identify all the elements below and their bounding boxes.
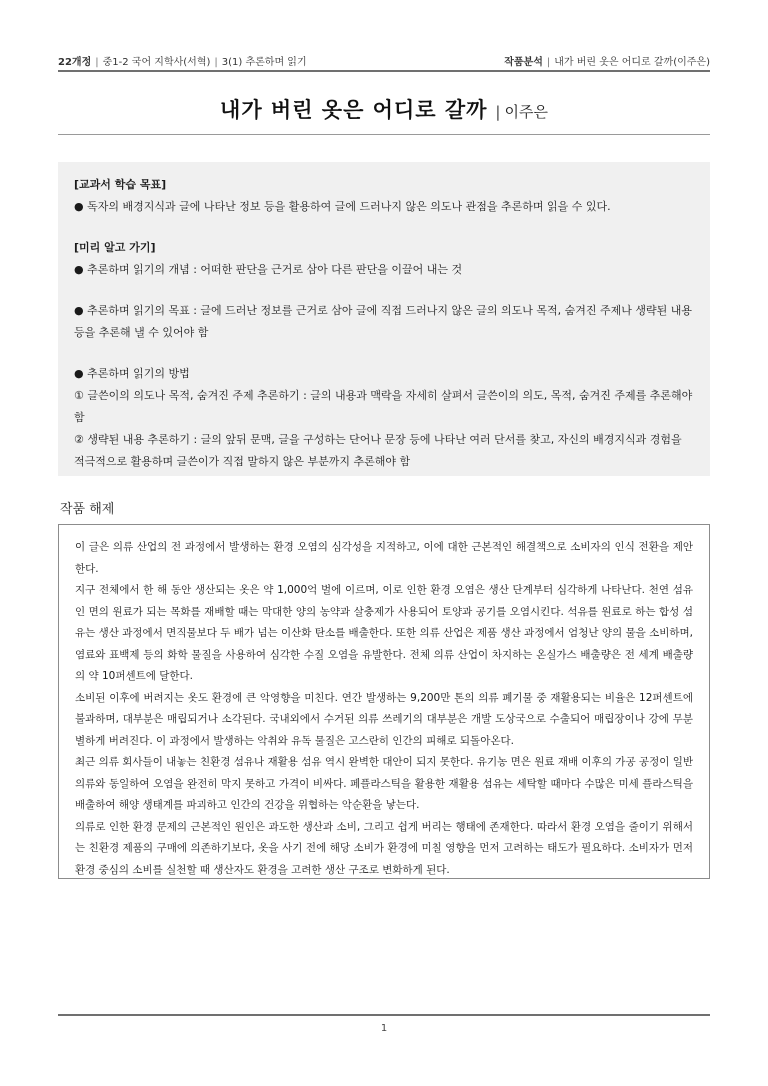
page-number: 1 <box>380 1023 388 1034</box>
header-rule <box>58 70 710 72</box>
header-edition: 22개정 <box>58 57 92 68</box>
header-section: 작품분석 <box>504 57 543 68</box>
header-work: 내가 버린 옷은 어디로 갈까(이주은) <box>554 57 710 68</box>
learning-goals-box <box>58 162 710 476</box>
analysis-paragraph: 의류로 인한 환경 문제의 근본적인 원인은 과도한 생산과 소비, 그리고 쉽게 버리는 행태에 존재한다. 따라서 환경 오염을 줄이기 위해서는 친환경 제품의 구매에 의존하기보다, 옷을 사기 전에 해당 소비가 환경에 미칠 영향을 먼저 고려하는 태도가 필요하다. 소비자가 먼저 환경 중심의 소비를 실천할 때 생산자도 환경을 고려한 생산 구조로 변화하게 된다. <box>75 820 693 876</box>
method-heading: ● 추론하며 읽기의 방법 <box>74 367 190 380</box>
header-right: 작품분석 | 내가 버린 옷은 어디로 갈까(이주은) <box>504 57 710 68</box>
analysis-paragraph: 소비된 이후에 버려지는 옷도 환경에 큰 악영향을 미친다. 연간 발생하는 9,200만 톤의 의류 폐기물 중 재활용되는 비율은 12퍼센트에 불과하며, 대부분은 매립되거나 소각된다. 국내외에서 수거된 의류 쓰레기의 대부분은 개발 도상국으로 수출되어 매립장이나 강에 무분별하게 버려진다. 이 과정에서 발생하는 악취와 유독 물질은 고스란히 인간의 피해로 되돌아온다. <box>75 691 693 747</box>
header-unit: 3(1) 추론하며 읽기 <box>221 57 307 68</box>
analysis-heading: 작품 해제 <box>60 502 115 517</box>
title-separator: | <box>495 103 501 121</box>
purpose-item: ● 추론하며 읽기의 목표 : 글에 드러난 정보를 근거로 삼아 글에 직접 드러나지 않은 글의 의도나 목적, 숨겨진 주제나 생략된 내용 등을 추론해 낼 수 있어야 함 <box>74 304 693 339</box>
title-block <box>58 94 710 124</box>
author-name: 이주은 <box>504 103 548 121</box>
textbook-goal-heading: [교과서 학습 목표] <box>74 178 167 191</box>
page-header <box>58 49 710 69</box>
header-left: 22개정 | 중1-2 국어 지학사(서혁) | 3(1) 추론하며 읽기 <box>58 57 307 68</box>
concept-item: ● 추론하며 읽기의 개념 : 어떠한 판단을 근거로 삼아 다른 판단을 이끌어 내는 것 <box>74 263 463 276</box>
analysis-box <box>58 524 710 879</box>
method-item-1: ① 글쓴이의 의도나 목적, 숨겨진 주제 추론하기 : 글의 내용과 맥락을 자세히 살펴서 글쓴이의 의도, 목적, 숨겨진 주제를 추론해야 함 <box>74 389 693 424</box>
footer-rule <box>58 1014 710 1016</box>
page-title: 내가 버린 옷은 어디로 갈까 <box>220 98 488 122</box>
analysis-paragraph: 이 글은 의류 산업의 전 과정에서 발생하는 환경 오염의 심각성을 지적하고, 이에 대한 근본적인 해결책으로 소비자의 인식 전환을 제안한다. <box>75 541 693 575</box>
preview-heading: [미리 알고 가기] <box>74 241 156 254</box>
analysis-paragraph: 최근 의류 회사들이 내놓는 친환경 섬유나 재활용 섬유 역시 완벽한 대안이 되지 못한다. 유기농 면은 원료 재배 이후의 가공 공정이 일반 의류와 동일하여 오염을 완전히 막지 못하고 가격이 비싸다. 페플라스틱을 활용한 재활용 섬유는 세탁할 때마다 수많은 미세 플라스틱을 배출하여 해양 생태계를 파괴하고 인간의 건강을 위협하는 악순환을 낳는다. <box>75 756 693 811</box>
method-item-2: ② 생략된 내용 추론하기 : 글의 앞뒤 문맥, 글을 구성하는 단어나 문장 등에 나타난 여러 단서를 찾고, 자신의 배경지식과 경험을 적극적으로 활용하며 글쓴이가 직접 말하지 않은 부분까지 추론해야 함 <box>74 433 682 468</box>
analysis-paragraph: 지구 전체에서 한 해 동안 생산되는 옷은 약 1,000억 벌에 이르며, 이로 인한 환경 오염은 생산 단계부터 심각하게 나타난다. 천연 섬유인 면의 원료가 되는 목화를 재배할 때는 막대한 양의 농약과 살충제가 사용되어 토양과 공기를 오염시킨다. 석유를 원료로 하는 합성 섬유는 생산 과정에서 면직물보다 두 배가 넘는 이산화 탄소를 배출한다. 또한 의류 산업은 제품 생산 과정에서 엄청난 양의 물을 소비하며, 염료와 표백제 등의 화학 물질을 사용하여 심각한 수질 오염을 유발한다. 전체 의류 산업이 차지하는 온실가스 배출량은 전 세계 배출량의 약 10퍼센트에 달한다. <box>75 584 693 682</box>
textbook-goal-item: ● 독자의 배경지식과 글에 나타난 정보 등을 활용하여 글에 드러나지 않은 의도나 관점을 추론하며 읽을 수 있다. <box>74 200 611 213</box>
header-course: 중1-2 국어 지학사(서혁) <box>102 57 211 68</box>
title-rule <box>58 134 710 135</box>
